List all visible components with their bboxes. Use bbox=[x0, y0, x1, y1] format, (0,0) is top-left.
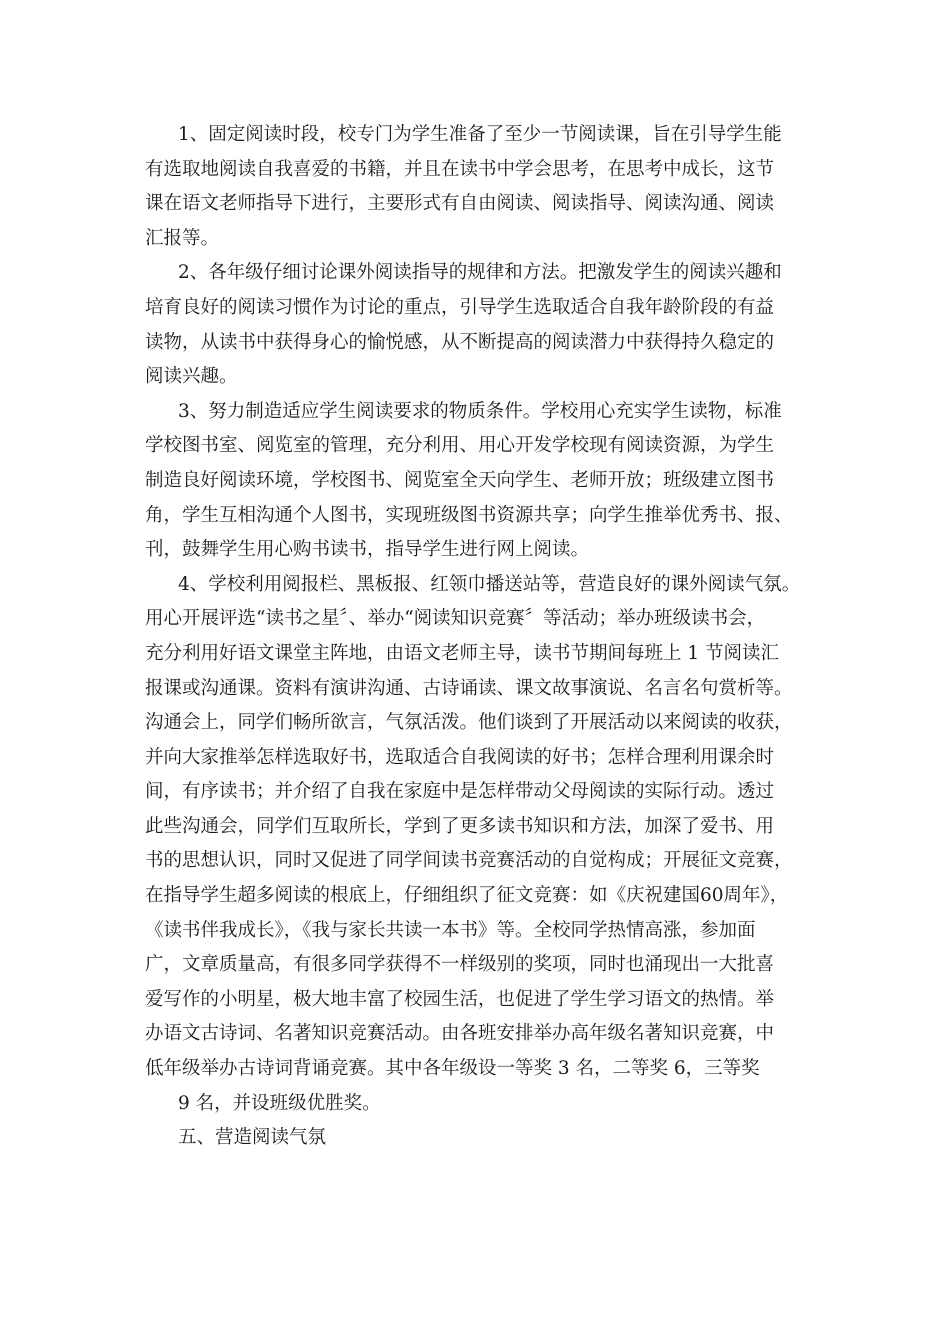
paragraph-5 bbox=[145, 1087, 825, 1122]
text-line: 用心开展评选“读书之星〞、举办“阅读知识竞赛〞等活动；举办班级读书会， bbox=[145, 608, 766, 630]
paragraph-4 bbox=[145, 568, 825, 1087]
heading-text: 五、营造阅读气氛 bbox=[178, 1127, 327, 1149]
text-line: 广，文章质量高，有很多同学获得不一样级别的奖项，同时也涌现出一大批喜 bbox=[145, 954, 775, 976]
text-line: 培育良好的阅读习惯作为讨论的重点，引导学生选取适合自我年龄阶段的有益 bbox=[145, 296, 775, 318]
text-line: 爱写作的小明星，极大地丰富了校园生活，也促进了学生学习语文的热情。举 bbox=[145, 988, 775, 1010]
text-line: 沟通会上，同学们畅所欲言，气氛活泼。他们谈到了开展活动以来阅读的收获， bbox=[145, 712, 793, 734]
text-line: 读物，从读书中获得身心的愉悦感，从不断提高的阅读潜力中获得持久稳定的 bbox=[145, 331, 775, 353]
text-line: 9 名，并设班级优胜奖。 bbox=[178, 1092, 381, 1114]
text-line: 在指导学生超多阅读的根底上，仔细组织了征文竞赛：如《庆祝建国60周年》， bbox=[145, 885, 789, 907]
text-line: 此些沟通会，同学们互取所长，学到了更多读书知识和方法，加深了爱书、用 bbox=[145, 815, 775, 837]
text-line: 学校图书室、阅览室的管理，充分利用、用心开发学校现有阅读资源，为学生 bbox=[145, 435, 775, 457]
paragraph-1 bbox=[145, 118, 825, 256]
text-line: 有选取地阅读自我喜爱的书籍，并且在读书中学会思考，在思考中成长，这节 bbox=[145, 158, 775, 180]
text-line: 刊，鼓舞学生用心购书读书，指导学生进行网上阅读。 bbox=[145, 539, 590, 561]
text-line: 4、学校利用阅报栏、黑板报、红领巾播送站等，营造良好的课外阅读气氛。 bbox=[178, 573, 801, 595]
text-line: 汇报等。 bbox=[145, 227, 220, 249]
text-line: 《读书伴我成长》，《我与家长共读一本书》等。全校同学热情高涨，参加面 bbox=[145, 919, 756, 941]
text-line: 1、固定阅读时段，校专门为学生准备了至少一节阅读课，旨在引导学生能 bbox=[178, 124, 782, 145]
document-body bbox=[145, 118, 825, 1156]
text-line: 书的思想认识，同时又促进了同学间读书竞赛活动的自觉构成；开展征文竞赛， bbox=[145, 850, 793, 872]
paragraph-3 bbox=[145, 395, 825, 568]
text-line: 阅读兴趣。 bbox=[145, 366, 238, 388]
text-line: 间，有序读书；并介绍了自我在家庭中是怎样带动父母阅读的实际行动。透过 bbox=[145, 781, 775, 803]
paragraph-2 bbox=[145, 256, 825, 394]
text-line: 2、各年级仔细讨论课外阅读指导的规律和方法。把激发学生的阅读兴趣和 bbox=[178, 262, 782, 284]
text-line: 并向大家推举怎样选取好书，选取适合自我阅读的好书；怎样合理利用课余时 bbox=[145, 746, 775, 768]
text-line: 3、努力制造适应学生阅读要求的物质条件。学校用心充实学生读物，标准 bbox=[178, 400, 782, 422]
text-line: 低年级举办古诗词背诵竞赛。其中各年级设一等奖 3 名，二等奖 6，三等奖 bbox=[145, 1058, 760, 1080]
section-heading bbox=[145, 1121, 825, 1156]
text-line: 充分利用好语文课堂主阵地，由语文老师主导，读书节期间每班上 1 节阅读汇 bbox=[145, 642, 780, 664]
text-line: 制造良好阅读环境，学校图书、阅览室全天向学生、老师开放；班级建立图书 bbox=[145, 469, 775, 491]
text-line: 角，学生互相沟通个人图书，实现班级图书资源共享；向学生推举优秀书、报、 bbox=[145, 504, 793, 526]
text-line: 报课或沟通课。资料有演讲沟通、古诗诵读、课文故事演说、名言名句赏析等。 bbox=[145, 677, 793, 699]
text-line: 办语文古诗词、名著知识竞赛活动。由各班安排举办高年级名著知识竞赛，中 bbox=[145, 1023, 775, 1045]
text-line: 课在语文老师指导下进行，主要形式有自由阅读、阅读指导、阅读沟通、阅读 bbox=[145, 193, 775, 215]
